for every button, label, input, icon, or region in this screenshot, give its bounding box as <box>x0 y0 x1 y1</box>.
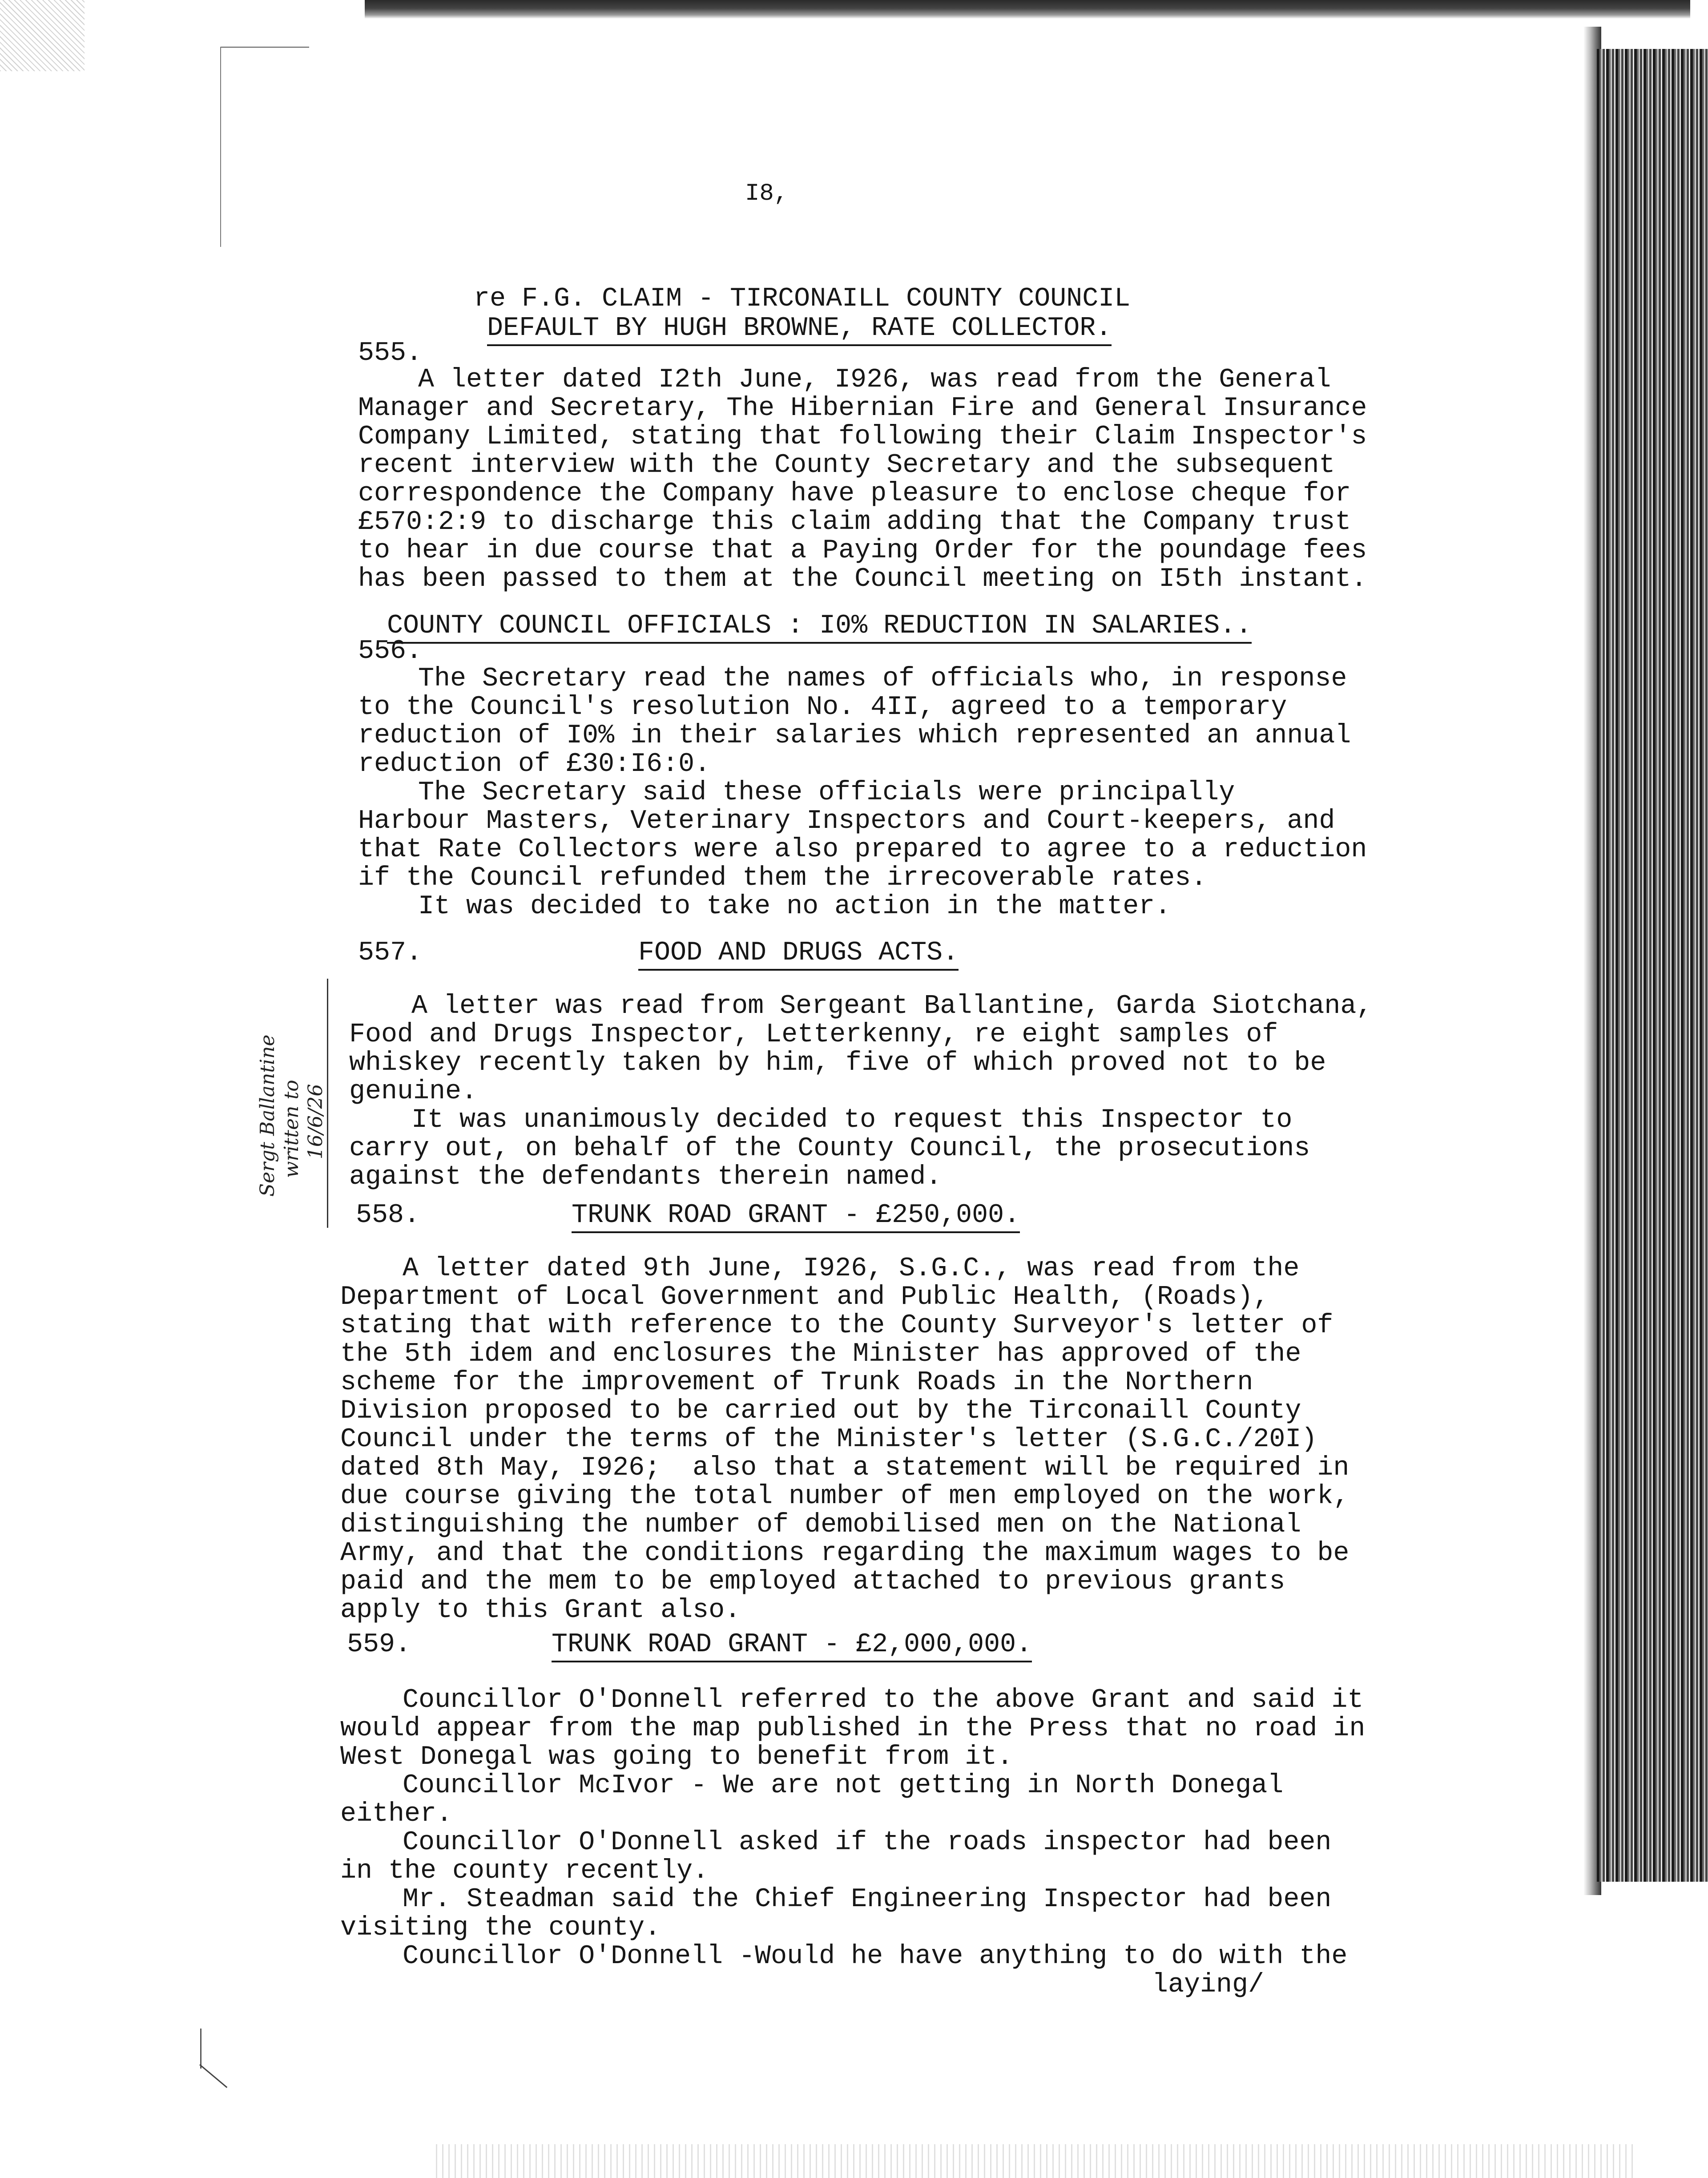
body-line: distinguishing the number of demobilised men on the National <box>340 1510 1301 1540</box>
body-line: Councillor O'Donnell asked if the roads inspector had been <box>403 1827 1332 1858</box>
body-line: visiting the county. <box>340 1913 661 1943</box>
body-line: dated 8th May, I926; also that a statement will be required in <box>340 1453 1349 1483</box>
body-line: It was unanimously decided to request this Inspector to <box>411 1105 1293 1135</box>
body-line: Manager and Secretary, The Hibernian Fire and General Insurance <box>358 393 1367 424</box>
body-line: The Secretary read the names of officials who, in response <box>418 664 1347 694</box>
handwritten-note: Sergt Ballantine written to 16/6/26 <box>256 1034 327 1197</box>
binding-edge <box>1597 49 1708 1882</box>
margin-rule <box>200 2029 201 2069</box>
body-line: if the Council refunded them the irrecoverable rates. <box>358 863 1207 893</box>
item-heading: TRUNK ROAD GRANT - £2,000,000. <box>552 1629 1032 1662</box>
body-line: Councillor O'Donnell -Would he have anything to do with the <box>403 1941 1348 1972</box>
body-line: It was decided to take no action in the matter. <box>418 891 1171 922</box>
body-line: Council under the terms of the Minister's letter (S.G.C./20I) <box>340 1424 1317 1455</box>
body-line: scheme for the improvement of Trunk Roads in the Northern <box>340 1367 1253 1398</box>
body-line: to hear in due course that a Paying Order for the poundage fees <box>358 536 1367 566</box>
body-line: due course giving the total number of men employed on the work, <box>340 1481 1349 1512</box>
body-line: against the defendants therein named. <box>349 1162 942 1192</box>
body-line: carry out, on behalf of the County Council, the prosecutions <box>349 1133 1310 1164</box>
body-line: A letter was read from Sergeant Ballantine, Garda Siotchana, <box>411 991 1373 1021</box>
body-line: West Donegal was going to benefit from it. <box>340 1742 1013 1772</box>
body-line: A letter dated I2th June, I926, was read from the General <box>418 365 1331 395</box>
body-line: genuine. <box>349 1077 478 1107</box>
body-line: reduction of I0% in their salaries which represented an annual <box>358 721 1351 751</box>
margin-rule <box>199 2064 227 2088</box>
body-line: A letter dated 9th June, I926, S.G.C., was read from the <box>403 1254 1300 1284</box>
body-line: Department of Local Government and Public Health, (Roads), <box>340 1282 1269 1312</box>
body-line: Mr. Steadman said the Chief Engineering Inspector had been <box>403 1884 1332 1915</box>
body-line: to the Council's resolution No. 4II, agreed to a temporary <box>358 692 1287 722</box>
body-line: recent interview with the County Secretary and the subsequent <box>358 450 1335 480</box>
scan-artifact <box>436 2144 1637 2178</box>
item-number: 556. <box>358 636 423 666</box>
body-line: Army, and that the conditions regarding the maximum wages to be <box>340 1538 1349 1569</box>
body-line: Food and Drugs Inspector, Letterkenny, re eight samples of <box>349 1020 1278 1050</box>
body-line: Division proposed to be carried out by the Tirconaill County <box>340 1396 1301 1426</box>
item-number: 559. <box>347 1629 411 1660</box>
body-line: would appear from the map published in the Press that no road in <box>340 1714 1366 1744</box>
body-line: whiskey recently taken by him, five of which proved not to be <box>349 1048 1326 1078</box>
body-line: Councillor McIvor - We are not getting in North Donegal <box>403 1771 1284 1801</box>
body-line: in the county recently. <box>340 1856 709 1886</box>
item-heading: TRUNK ROAD GRANT - £250,000. <box>572 1200 1020 1233</box>
item-heading: re F.G. CLAIM - TIRCONAILL COUNTY COUNCIL <box>474 284 1131 314</box>
body-line: stating that with reference to the County Surveyor's letter of <box>340 1311 1333 1341</box>
margin-rule <box>220 47 221 247</box>
scan-artifact <box>365 0 1690 19</box>
body-line: £570:2:9 to discharge this claim adding that the Company trust <box>358 507 1351 537</box>
item-heading: DEFAULT BY HUGH BROWNE, RATE COLLECTOR. <box>487 313 1112 346</box>
body-line: apply to this Grant also. <box>340 1595 741 1625</box>
body-line: the 5th idem and enclosures the Minister has approved of the <box>340 1339 1301 1369</box>
body-line: The Secretary said these officials were principally <box>418 778 1235 808</box>
body-line: reduction of £30:I6:0. <box>358 749 711 779</box>
body-line: paid and the mem to be employed attached to previous grants <box>340 1567 1285 1597</box>
body-line: Harbour Masters, Veterinary Inspectors and Court-keepers, and <box>358 806 1335 836</box>
item-number: 555. <box>358 338 423 368</box>
margin-rule <box>220 47 309 48</box>
item-number: 557. <box>358 938 423 968</box>
body-line: that Rate Collectors were also prepared to agree to a reduction <box>358 835 1367 865</box>
body-line: Company Limited, stating that following their Claim Inspector's <box>358 422 1367 452</box>
body-line: Councillor O'Donnell referred to the above Grant and said it <box>403 1685 1364 1715</box>
body-line: correspondence the Company have pleasure to enclose cheque for <box>358 479 1351 509</box>
item-number: 558. <box>356 1200 420 1230</box>
scan-artifact <box>0 0 85 71</box>
page-number: I8, <box>745 180 789 207</box>
body-line: either. <box>340 1799 453 1829</box>
catchword: laying/ <box>1152 1970 1265 2000</box>
body-line: has been passed to them at the Council meeting on I5th instant. <box>358 564 1367 594</box>
item-heading: FOOD AND DRUGS ACTS. <box>638 938 959 971</box>
item-heading: COUNTY COUNCIL OFFICIALS : I0% REDUCTION IN SALARIES.. <box>387 611 1252 644</box>
